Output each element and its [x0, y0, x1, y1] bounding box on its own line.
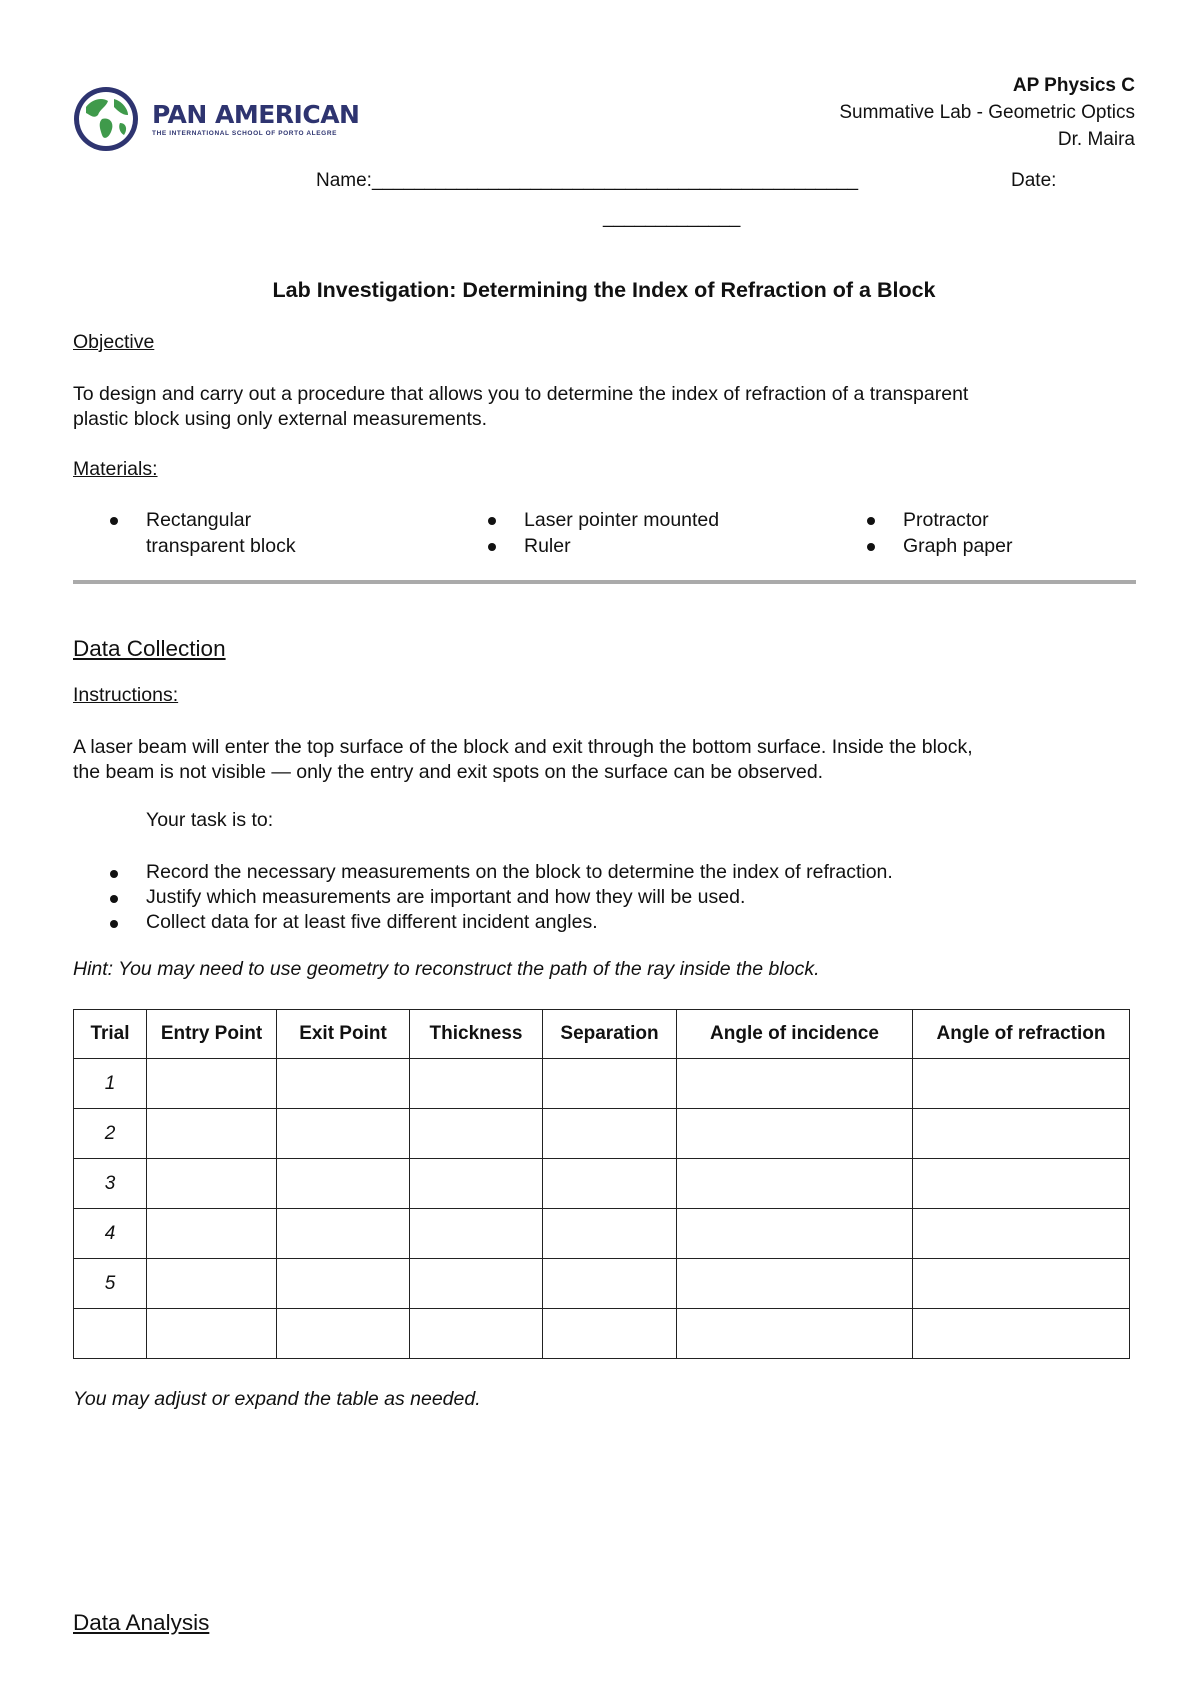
column-header: Angle of refraction: [913, 1010, 1130, 1059]
table-cell[interactable]: [147, 1059, 277, 1109]
list-item: Justify which measurements are important and how they will be used.: [110, 885, 893, 910]
lab-title: Lab Investigation: Determining the Index of Refraction of a Block: [272, 278, 936, 302]
list-item: Protractor: [867, 507, 1013, 533]
list-item: Collect data for at least five different incident angles.: [110, 910, 893, 935]
table-cell[interactable]: [277, 1259, 410, 1309]
table-cell[interactable]: [410, 1309, 543, 1359]
table-cell[interactable]: [913, 1209, 1130, 1259]
column-header: Thickness: [410, 1010, 543, 1059]
table-cell[interactable]: [410, 1059, 543, 1109]
table-cell[interactable]: [913, 1109, 1130, 1159]
table-header-row: [74, 1010, 1130, 1059]
trial-number: [74, 1309, 147, 1359]
table-cell[interactable]: [913, 1159, 1130, 1209]
table-cell[interactable]: [913, 1309, 1130, 1359]
table-cell[interactable]: [277, 1309, 410, 1359]
instructions-text: A laser beam will enter the top surface of the block and exit through the bottom surface. Inside the block, the beam is not visible — only the entry and exit spots on the surface can be observed.: [73, 736, 973, 783]
table-cell[interactable]: [543, 1209, 677, 1259]
table-cell[interactable]: [410, 1159, 543, 1209]
objective-text: To design and carry out a procedure that allows you to determine the index of refraction of a transparent plastic block using only external measurements.: [73, 383, 969, 430]
table-cell[interactable]: [147, 1209, 277, 1259]
materials-list-col3: [867, 507, 1013, 559]
list-item: Graph paper: [867, 533, 1013, 559]
table-cell[interactable]: [147, 1109, 277, 1159]
trial-number: 3: [74, 1159, 147, 1209]
objective-heading: Objective: [73, 331, 155, 353]
name-field[interactable]: Name:______________________________________________: [316, 170, 859, 191]
globe-icon: [72, 85, 140, 153]
column-header: Trial: [74, 1010, 147, 1059]
trial-number: 1: [74, 1059, 147, 1109]
column-header: Separation: [543, 1010, 677, 1059]
school-name: PAN AMERICAN: [152, 99, 360, 129]
table-cell[interactable]: [410, 1209, 543, 1259]
table-cell[interactable]: [677, 1209, 913, 1259]
hint-text: Hint: You may need to use geometry to reconstruct the path of the ray inside the block.: [73, 958, 820, 980]
materials-list-col1: [110, 507, 296, 559]
section-divider: [73, 580, 1136, 584]
table-cell[interactable]: [543, 1259, 677, 1309]
data-analysis-heading: Data Analysis: [73, 1610, 210, 1635]
column-header: Entry Point: [147, 1010, 277, 1059]
table-cell[interactable]: [913, 1059, 1130, 1109]
table-cell[interactable]: [543, 1059, 677, 1109]
table-cell[interactable]: [147, 1159, 277, 1209]
column-header: Exit Point: [277, 1010, 410, 1059]
school-logo: [72, 85, 359, 153]
table-cell[interactable]: [147, 1259, 277, 1309]
date-label: Date:: [1011, 170, 1057, 191]
table-cell[interactable]: [677, 1059, 913, 1109]
list-item: Ruler: [488, 533, 719, 559]
table-row: [74, 1059, 1130, 1109]
teacher-name: Dr. Maira: [1057, 129, 1135, 150]
lab-type: Summative Lab - Geometric Optics: [839, 102, 1135, 123]
table-cell[interactable]: [277, 1209, 410, 1259]
table-cell[interactable]: [913, 1259, 1130, 1309]
list-item: Record the necessary measurements on the block to determine the index of refraction.: [110, 860, 893, 885]
table-row: [74, 1309, 1130, 1359]
table-row: [74, 1259, 1130, 1309]
course-info: [839, 72, 1135, 153]
school-subtitle: THE INTERNATIONAL SCHOOL OF PORTO ALEGRE: [152, 129, 338, 137]
table-cell[interactable]: [677, 1259, 913, 1309]
trial-number: 5: [74, 1259, 147, 1309]
materials-heading: Materials:: [73, 458, 158, 480]
list-item: Rectangular transparent block: [110, 507, 296, 559]
task-list: [110, 860, 893, 935]
column-header: Angle of incidence: [677, 1010, 913, 1059]
table-row: [74, 1209, 1130, 1259]
trial-number: 2: [74, 1109, 147, 1159]
table-cell[interactable]: [277, 1059, 410, 1109]
materials-list-col2: [488, 507, 719, 559]
table-row: [74, 1159, 1130, 1209]
table-cell[interactable]: [410, 1259, 543, 1309]
table-cell[interactable]: [677, 1159, 913, 1209]
date-field[interactable]: _____________: [603, 207, 741, 228]
course-title: AP Physics C: [1012, 75, 1135, 96]
instructions-heading: Instructions:: [73, 684, 179, 706]
data-collection-heading: Data Collection: [73, 636, 226, 661]
table-note: You may adjust or expand the table as needed.: [73, 1388, 481, 1410]
table-cell[interactable]: [543, 1159, 677, 1209]
task-intro: Your task is to:: [146, 809, 274, 831]
list-item: Laser pointer mounted: [488, 507, 719, 533]
table-cell[interactable]: [277, 1159, 410, 1209]
table-cell[interactable]: [543, 1109, 677, 1159]
table-row: [74, 1109, 1130, 1159]
table-cell[interactable]: [543, 1309, 677, 1359]
table-cell[interactable]: [410, 1109, 543, 1159]
table-cell[interactable]: [677, 1109, 913, 1159]
data-table: [73, 1009, 1130, 1359]
trial-number: 4: [74, 1209, 147, 1259]
table-cell[interactable]: [147, 1309, 277, 1359]
table-cell[interactable]: [677, 1309, 913, 1359]
table-cell[interactable]: [277, 1109, 410, 1159]
